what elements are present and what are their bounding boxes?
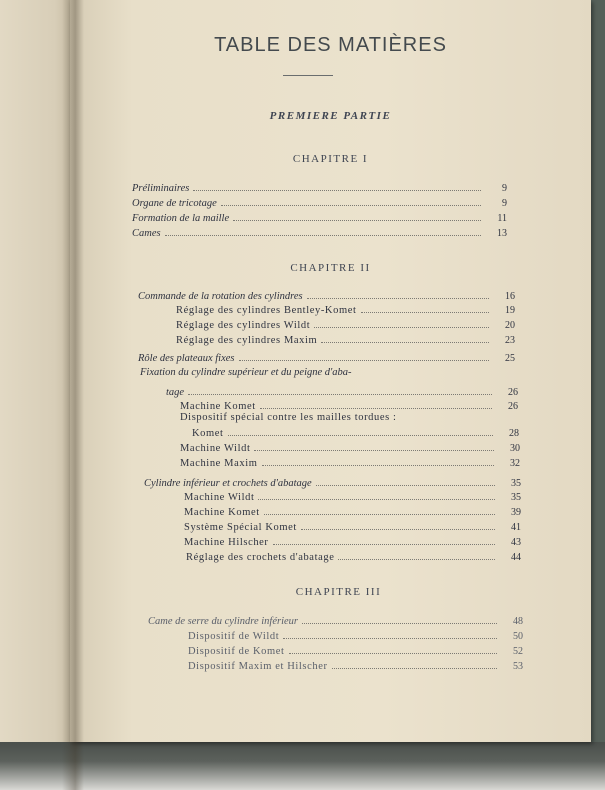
- toc-subentry: [180, 455, 520, 469]
- entry-label: Cylindre inférieur et crochets d'abatage: [144, 478, 312, 489]
- toc-subentry: [184, 504, 521, 518]
- toc-subentry: [188, 658, 523, 672]
- entry-page: 11: [497, 213, 507, 224]
- toc-subentry: [184, 534, 521, 548]
- toc-subentry-continued: Dispositif spécial contre les mailles tordues :: [180, 412, 397, 423]
- entry-label: Réglage des cylindres Maxim: [176, 335, 318, 346]
- book-gutter-shadow: [62, 0, 84, 790]
- toc-subentry: [180, 398, 518, 412]
- entry-label: Dispositif de Wildt: [188, 631, 280, 642]
- entry-label: Formation de la maille: [132, 213, 230, 224]
- part-heading: PREMIERE PARTIE: [269, 110, 392, 122]
- leader-dots: [314, 327, 489, 328]
- toc-entry: [132, 225, 507, 239]
- leader-dots: [361, 312, 490, 313]
- toc-entry: [132, 195, 507, 209]
- entry-label: Machine Komet: [184, 507, 260, 518]
- leader-dots: [289, 653, 497, 654]
- entry-page: 19: [505, 305, 515, 316]
- entry-page: 32: [510, 458, 520, 469]
- leader-dots: [262, 465, 495, 466]
- toc-subentry: [192, 425, 519, 439]
- leader-dots: [228, 435, 493, 436]
- leader-dots: [307, 298, 489, 299]
- leader-dots: [332, 668, 497, 669]
- leader-dots: [258, 499, 495, 500]
- chapter-heading: CHAPITRE III: [295, 586, 382, 598]
- entry-label: Préliminaires: [132, 183, 190, 194]
- entry-label: Commande de la rotation des cylindres: [138, 291, 303, 302]
- toc-entry-continued: Fixation du cylindre supérieur et du peigne d'aba-: [140, 367, 352, 378]
- book-page: [70, 0, 591, 742]
- toc-entry: [144, 475, 521, 489]
- entry-label: Réglage des cylindres Wildt: [176, 320, 311, 331]
- entry-label: Réglage des cylindres Bentley-Komet: [176, 305, 357, 316]
- leader-dots: [165, 235, 481, 236]
- entry-page: 43: [511, 537, 521, 548]
- leader-dots: [254, 450, 494, 451]
- entry-page: 48: [513, 616, 523, 627]
- leader-dots: [193, 190, 481, 191]
- leader-dots: [188, 394, 492, 395]
- entry-label: Machine Hilscher: [184, 537, 269, 548]
- chapter-heading: CHAPITRE I: [292, 153, 369, 165]
- background-surface: [0, 742, 605, 790]
- leader-dots: [260, 408, 492, 409]
- entry-page: 26: [508, 387, 518, 398]
- entry-label: Machine Maxim: [180, 458, 258, 469]
- toc-entry: [132, 210, 507, 224]
- toc-subentry: [184, 489, 521, 503]
- toc-subentry: [180, 440, 520, 454]
- toc-subentry: [176, 317, 515, 331]
- entry-page: 53: [513, 661, 523, 672]
- entry-page: 39: [511, 507, 521, 518]
- entry-label: Rôle des plateaux fixes: [138, 353, 235, 364]
- leader-dots: [316, 485, 495, 486]
- toc-entry: [148, 613, 523, 627]
- entry-label: Système Spécial Komet: [184, 522, 297, 533]
- entry-page: 13: [497, 228, 507, 239]
- book-cover-edge: [591, 0, 605, 742]
- leader-dots: [302, 623, 497, 624]
- leader-dots: [273, 544, 495, 545]
- leader-dots: [233, 220, 481, 221]
- entry-page: 16: [505, 291, 515, 302]
- chapter-heading: CHAPITRE II: [290, 262, 371, 274]
- entry-page: 35: [511, 478, 521, 489]
- toc-subentry: [176, 332, 515, 346]
- leader-dots: [221, 205, 481, 206]
- entry-page: 30: [510, 443, 520, 454]
- entry-label: Came de serre du cylindre inférieur: [148, 616, 298, 627]
- entry-page: 41: [511, 522, 521, 533]
- entry-page: 35: [511, 492, 521, 503]
- toc-subentry: [176, 302, 515, 316]
- leader-dots: [264, 514, 495, 515]
- leader-dots: [338, 559, 495, 560]
- entry-page: 25: [505, 353, 515, 364]
- entry-label: Organe de tricotage: [132, 198, 217, 209]
- leader-dots: [239, 360, 489, 361]
- toc-entry: [132, 180, 507, 194]
- toc-subentry: [186, 549, 521, 563]
- entry-label: Réglage des crochets d'abatage: [186, 552, 335, 563]
- entry-label: Dispositif de Komet: [188, 646, 285, 657]
- toc-entry: [138, 288, 515, 302]
- title-divider: [283, 75, 333, 76]
- entry-page: 23: [505, 335, 515, 346]
- page-title: TABLE DES MATIÈRES: [214, 34, 447, 56]
- entry-page: 20: [505, 320, 515, 331]
- entry-page: 52: [513, 646, 523, 657]
- entry-label: Machine Komet: [180, 401, 256, 412]
- entry-page: 50: [513, 631, 523, 642]
- entry-label: Komet: [192, 428, 224, 439]
- toc-subentry: [188, 628, 523, 642]
- entry-page: 9: [502, 198, 507, 209]
- entry-label: Dispositif Maxim et Hilscher: [188, 661, 328, 672]
- toc-subentry: [184, 519, 521, 533]
- entry-page: 44: [511, 552, 521, 563]
- entry-label: Machine Wildt: [180, 443, 251, 454]
- toc-entry: [138, 350, 515, 364]
- leader-dots: [321, 342, 489, 343]
- leader-dots: [283, 638, 497, 639]
- entry-page: 26: [508, 401, 518, 412]
- toc-entry: [166, 384, 518, 398]
- entry-page: 28: [509, 428, 519, 439]
- leader-dots: [301, 529, 495, 530]
- entry-page: 9: [502, 183, 507, 194]
- entry-label: tage: [166, 387, 185, 398]
- entry-label: Cames: [132, 228, 161, 239]
- entry-label: Machine Wildt: [184, 492, 255, 503]
- toc-subentry: [188, 643, 523, 657]
